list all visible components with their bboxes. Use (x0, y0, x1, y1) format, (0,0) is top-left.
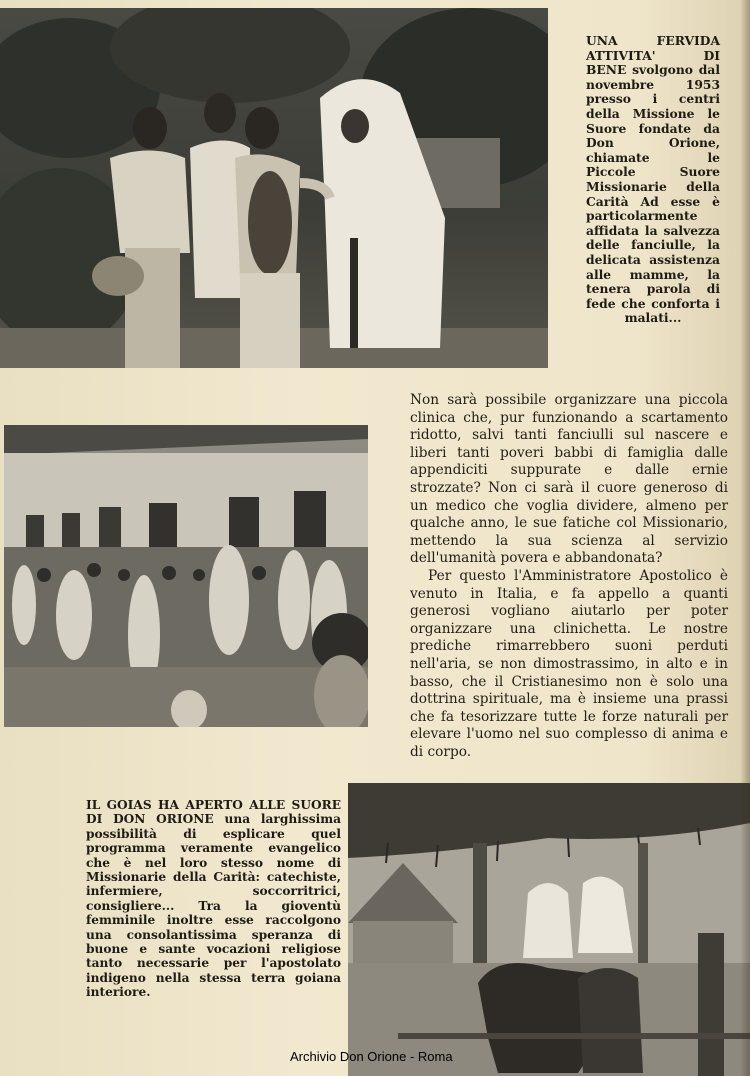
caption-bottom: IL GOIAS HA APERTO ALLE SUORE DI DON ORIONE una larghissima possibilità di esplicare quel programma veramente evangelico che è nel loro stesso nome di Missionarie della Carità: catechiste, infermiere, soccorritrici, consigliere... Tra la gioventù femminile inoltre esse raccolgono una consolantissima speranza di buone e sante vocazioni religiose tanto necessarie per l'apostolato indigeno nella stessa terra goiana interiore. (86, 798, 341, 1000)
body-paragraph-2: Per questo l'Amministratore Apostolico è venuto in Italia, e fa appello a quanti generosi vogliano aiutarlo per poter organizzare una clinichetta. Le nostre prediche rimarrebbero suoni perduti nell'aria, se non dimostrassimo, in alto e in basso, che il Cristianesimo non è solo una dottrina spirituale, ma è insieme una prassi che fa tesorizzare tutte le forze naturali per elevare l'uomo nel suo complesso di anima e di corpo. (410, 567, 728, 760)
article-body (410, 392, 728, 761)
archive-watermark: Archivio Don Orione - Roma (290, 1049, 453, 1064)
caption-top: UNA FERVIDA ATTIVITA' DI BENE svolgono dal novembre 1953 presso i centri della Missione le Suore fondate da Don Orione, chiamate le Piccole Suore Missionarie della Carità Ad esse è particolarmente affidata la salvezza delle fanciulle, la delicata assistenza alle mamme, la tenera parola di fede che conforta i malati... (586, 33, 720, 326)
photo-nuns-on-donkeys (348, 783, 750, 1076)
body-paragraph-1: Non sarà possibile organizzare una piccola clinica che, pur funzionando a scartamento ridotto, salvi tanti fanciulli sul nascere e liberi tanti poveri babbi di famiglia dalle appendiciti suppurate e dalle ernie strozzate? Non ci sarà il cuore generoso di un medico che voglia dividere, almeno per qualche anno, le sue fatiche col Missionario, mettendo la sua scienza al servizio dell'umanità povera e abbandonata? (410, 392, 728, 567)
photo-crowd-building (4, 425, 368, 727)
photo-nun-with-men (0, 8, 548, 368)
page-gutter-shadow (740, 0, 750, 1076)
